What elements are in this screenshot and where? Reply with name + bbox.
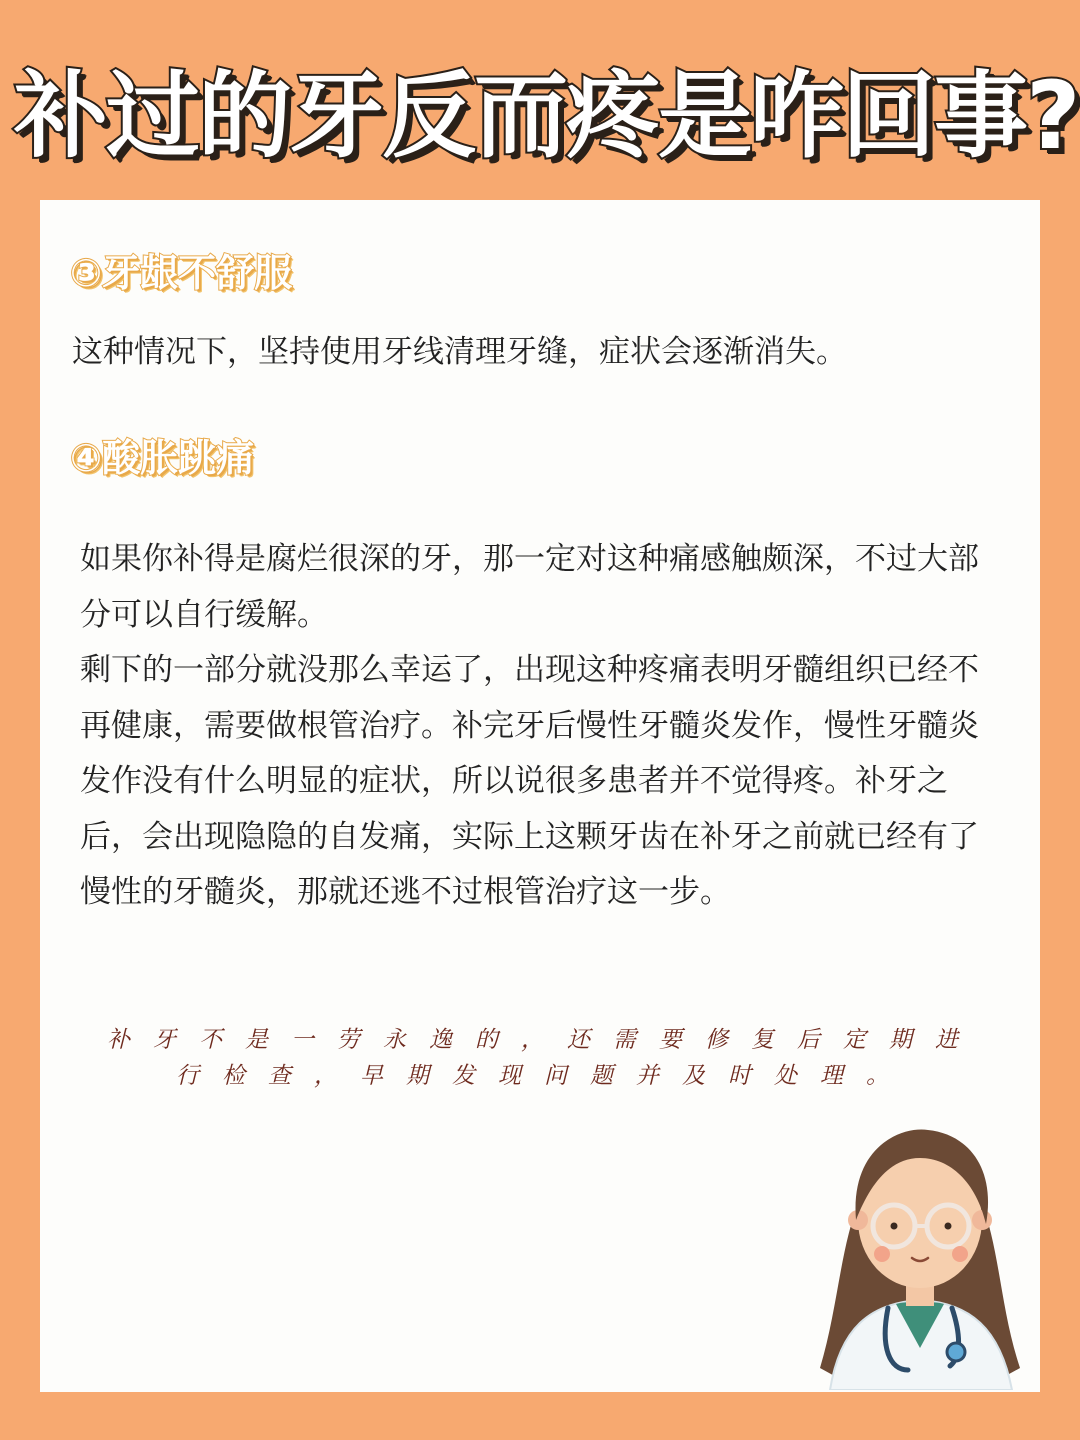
eye-right <box>945 1223 952 1230</box>
page-title: 补过的牙反而疼是咋回事? <box>14 62 1079 171</box>
cheek-left <box>874 1246 890 1262</box>
paragraph: 如果你补得是腐烂很深的牙，那一定对这种痛感触颇深，不过大部分可以自行缓解。 <box>80 541 979 633</box>
eye-left <box>891 1223 898 1230</box>
section-heading-gum-discomfort: ③牙龈不舒服 <box>70 251 293 295</box>
paragraph: 剩下的一部分就没那么幸运了，出现这种疼痛表明牙髓组织已经不再健康，需要做根管治疗。补完牙后慢性牙髓炎发作，慢性牙髓炎发作没有什么明显的症状，所以说很多患者并不觉得疼。补牙之后，会出现隐隐的自发痛，实际上这颗牙齿在补牙之前就已经有了慢性的牙髓炎，那就还逃不过根管治疗这一步。 <box>80 652 979 910</box>
content-card <box>40 200 1040 1392</box>
section-heading-throbbing-pain: ④酸胀跳痛 <box>70 436 255 480</box>
ear-right <box>972 1210 992 1230</box>
doctor-illustration <box>800 1108 1040 1390</box>
stethoscope-chest-piece <box>947 1343 965 1361</box>
cheek-right <box>952 1246 968 1262</box>
section-body-gum-discomfort: 这种情况下，坚持使用牙线清理牙缝，症状会逐渐消失。 <box>72 334 847 370</box>
closing-note: 补牙不是一劳永逸的，还需要修复后定期进行检查，早期发现问题并及时处理。 <box>107 1027 981 1089</box>
section-body-throbbing-pain <box>80 532 1008 921</box>
